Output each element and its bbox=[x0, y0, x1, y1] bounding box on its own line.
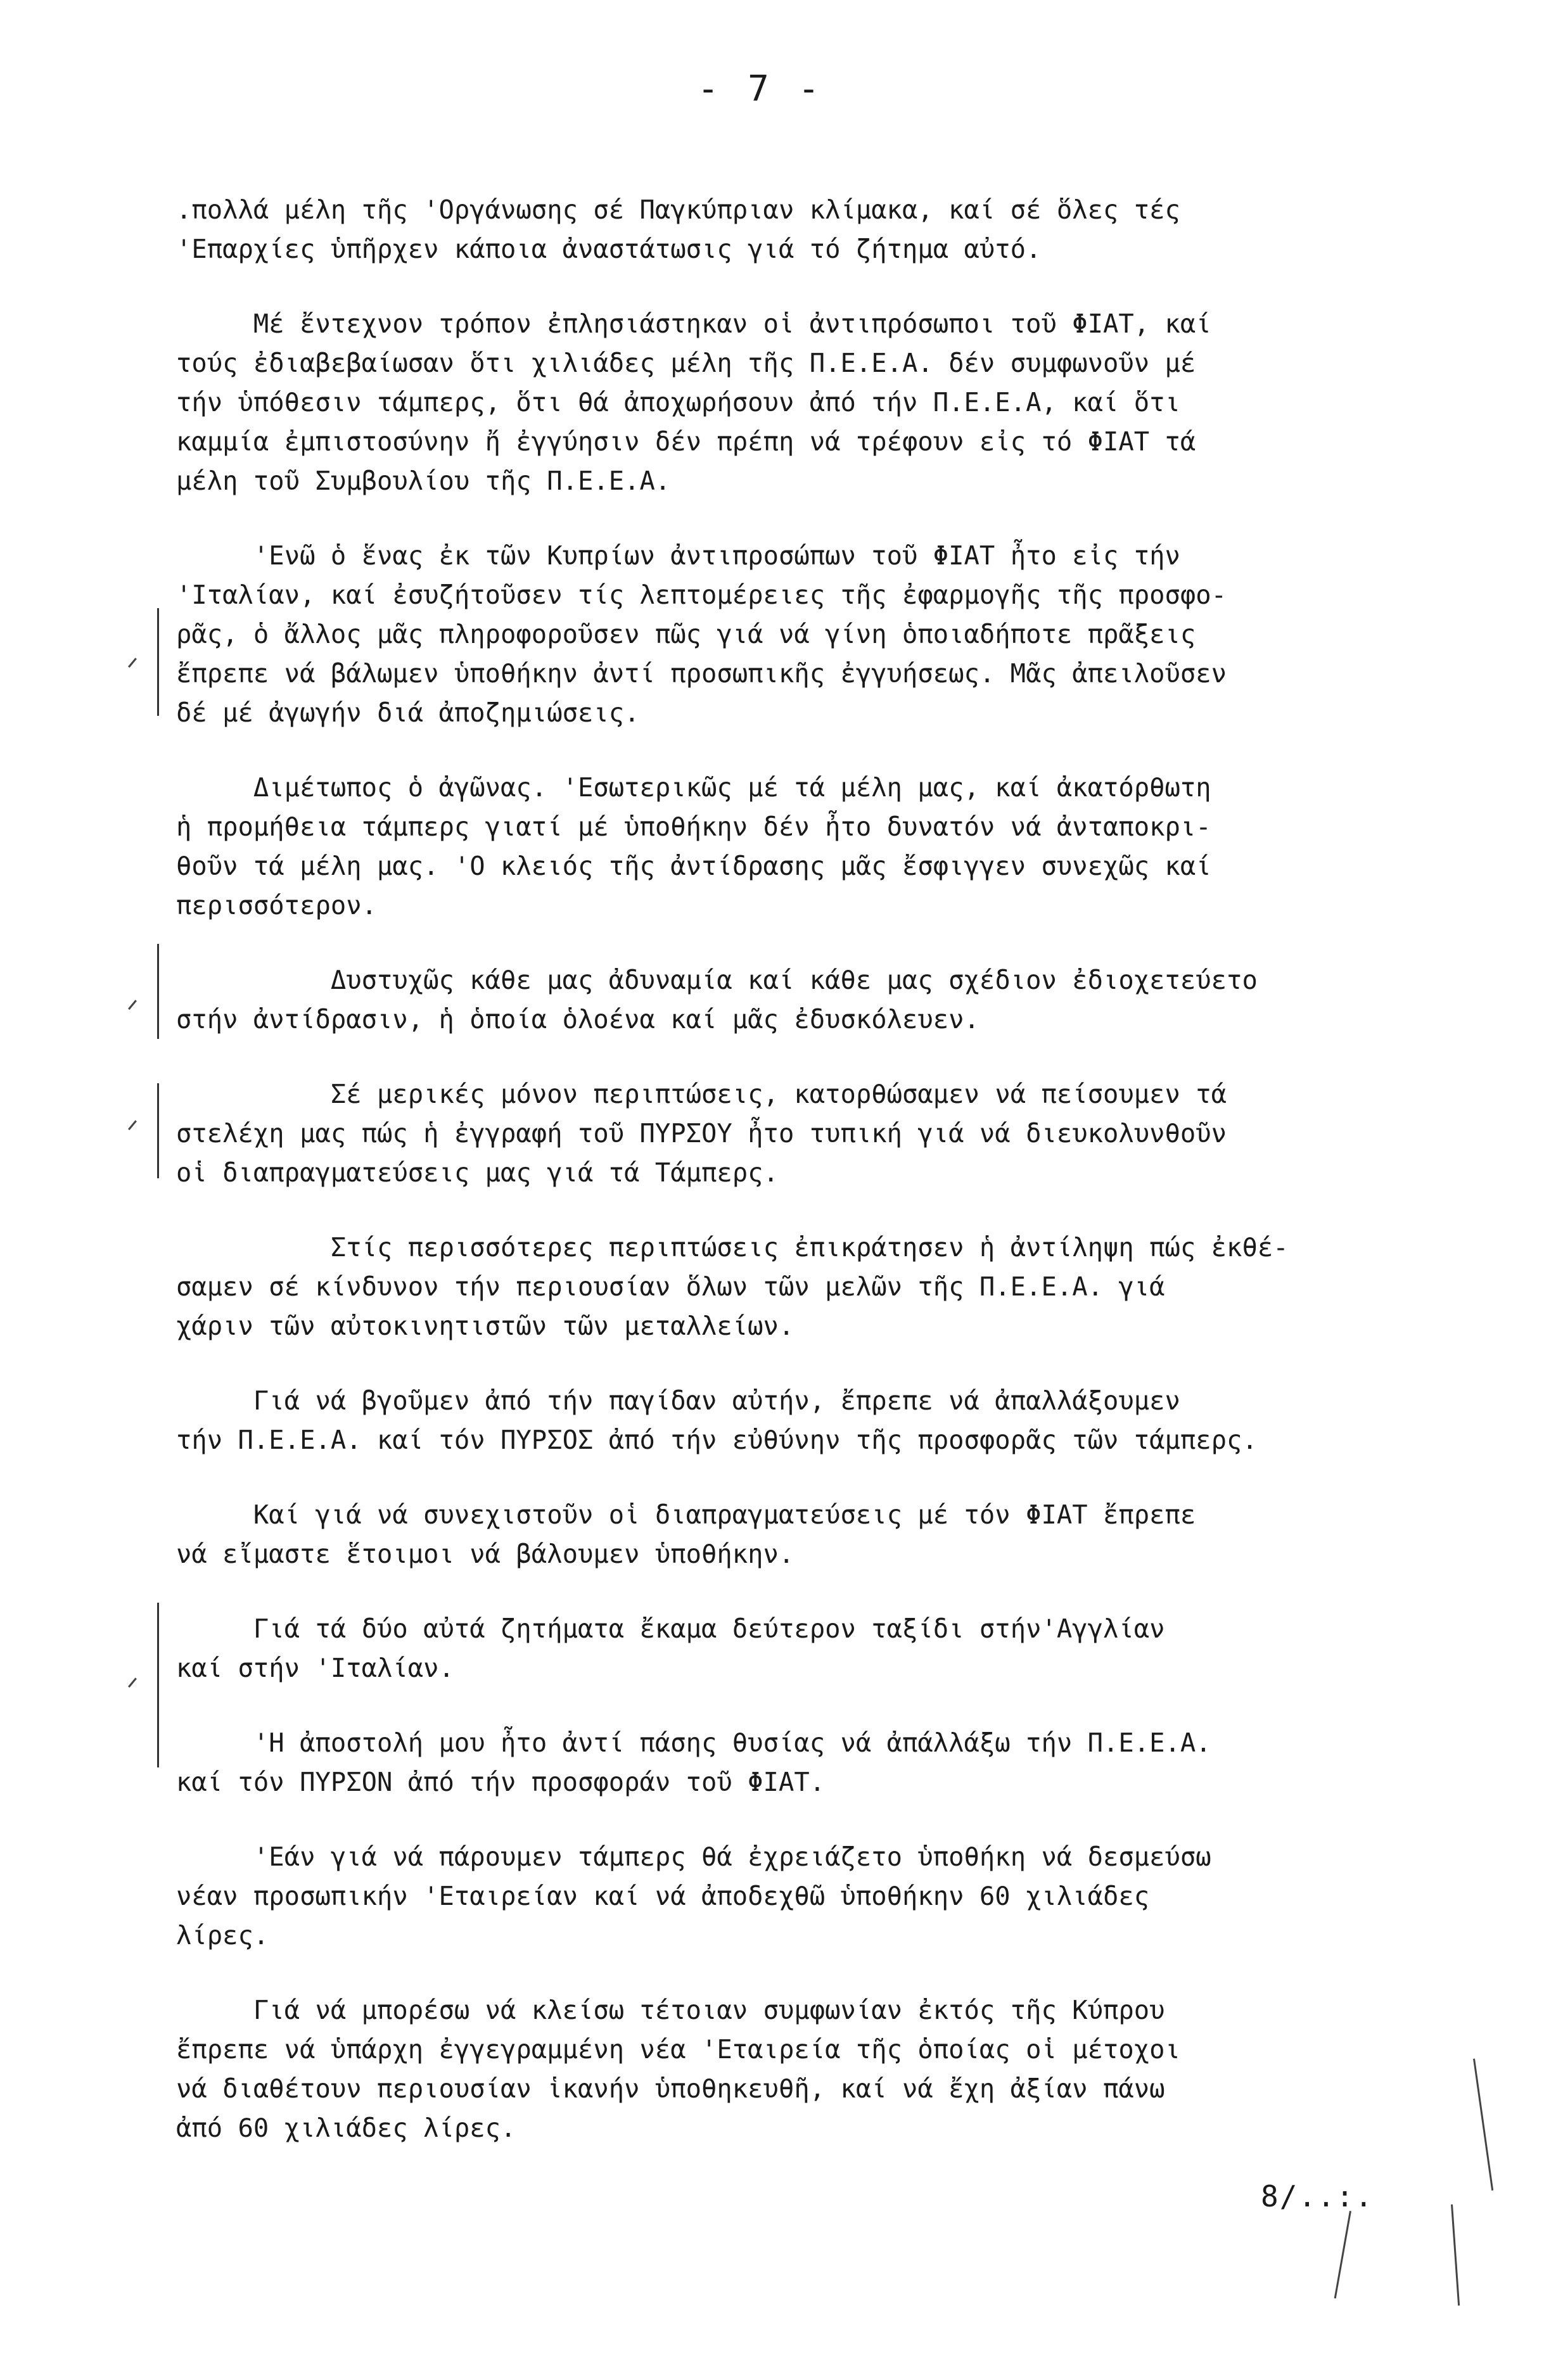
paragraph-6: Σέ μερικές μόνον περιπτώσεις, κατορθώσαμεν νά πείσουμεν τά στελέχη μας πώς ἡ ἐγγραφή τοῦ ΠΥΡΣΟΥ ἦτο τυπική γιά νά διευκολυνθοῦν οἱ διαπραγματεύσεις μας γιά τά Τάμπερς. bbox=[176, 1079, 1227, 1188]
margin-bracket-3 bbox=[157, 1083, 159, 1178]
paragraph-8: Γιά νά βγοῦμεν ἀπό τήν παγίδαν αὐτήν, ἔπρεπε νά ἀπαλλάξουμεν τήν Π.Ε.Ε.Α. καί τόν ΠΥΡΣΟΣ ἀπό τήν εὐθύνην τῆς προσφορᾶς τῶν τάμπερς. bbox=[176, 1385, 1258, 1455]
margin-tick-2: ᐟ bbox=[127, 995, 139, 1027]
margin-tick-1: ᐟ bbox=[127, 652, 139, 685]
continuation-marker: 8/..:. bbox=[1261, 2179, 1374, 2213]
paragraph-9: Καί γιά νά συνεχιστοῦν οἱ διαπραγματεύσεις μέ τόν ΦΙΑΤ ἔπρεπε νά εἴμαστε ἕτοιμοι νά βάλουμεν ὑποθήκην. bbox=[176, 1499, 1196, 1569]
paragraph-3: 'Ενῶ ὁ ἕνας ἐκ τῶν Κυπρίων ἀντιπροσώπων τοῦ ΦΙΑΤ ἦτο εἰς τήν 'Ιταλίαν, καί ἐσυζήτοῦσεν τίς λεπτομέρειες τῆς ἐφαρμογῆς τῆς προσφο- ρᾶς, ὁ ἄλλος μᾶς πληροφοροῦσεν πῶς γιά νά γίνη ὁποιαδήποτε πρᾶξεις ἔπρεπε νά βάλωμεν ὑποθήκην ἀντί προσωπικῆς ἐγγυήσεως. Μᾶς ἀπειλοῦσεν δέ μέ ἀγωγήν διά ἀποζημιώσεις. bbox=[176, 540, 1227, 728]
margin-bracket-4 bbox=[157, 1603, 159, 1767]
paragraph-5: Δυστυχῶς κάθε μας ἀδυναμία καί κάθε μας σχέδιον ἐδιοχετεύετο στήν ἀντίδρασιν, ἡ ὁποία ὁλοένα καί μᾶς ἐδυσκόλευεν. bbox=[176, 965, 1258, 1034]
paragraph-13: Γιά νά μπορέσω νά κλείσω τέτοιαν συμφωνίαν ἐκτός τῆς Κύπρου ἔπρεπε νά ὑπάρχη ἐγγεγραμμένη νέα 'Εταιρεία τῆς ὁποίας οἱ μέτοχοι νά διαθέτουν περιουσίαν ἱκανήν ὑποθηκευθῆ, καί νά ἔχη ἀξίαν πάνω ἀπό 60 χιλιάδες λίρες. bbox=[176, 1995, 1180, 2143]
document-body bbox=[176, 190, 1494, 2183]
margin-bracket-1 bbox=[157, 608, 159, 716]
right-margin-scribble-2 bbox=[1334, 2211, 1351, 2298]
page-number: - 7 - bbox=[697, 68, 824, 110]
paragraph-11: 'Η ἀποστολή μου ἦτο ἀντί πάσης θυσίας νά ἀπάλλάξω τήν Π.Ε.Ε.Α. καί τόν ΠΥΡΣΟΝ ἀπό τήν προσφοράν τοῦ ΦΙΑΤ. bbox=[176, 1728, 1211, 1797]
margin-tick-3: ᐟ bbox=[127, 1115, 139, 1147]
paragraph-4: Διμέτωπος ὁ ἀγῶνας. 'Εσωτερικῶς μέ τά μέλη μας, καί ἀκατόρθωτη ἡ προμήθεια τάμπερς γιατί μέ ὑποθήκην δέν ἦτο δυνατόν νά ἀνταποκρι- θοῦν τά μέλη μας. 'Ο κλειός τῆς ἀντίδρασης μᾶς ἔσφιγγεν συνεχῶς καί περισσότερον. bbox=[176, 772, 1211, 920]
paragraph-2: Μέ ἔντεχνον τρόπον ἐπλησιάστηκαν οἱ ἀντιπρόσωποι τοῦ ΦΙΑΤ, καί τούς ἐδιαβεβαίωσαν ὅτι χιλιάδες μέλη τῆς Π.Ε.Ε.Α. δέν συμφωνοῦν μέ τήν ὑπόθεσιν τάμπερς, ὅτι θά ἀποχωρήσουν ἀπό τήν Π.Ε.Ε.Α, καί ὅτι καμμία ἐμπιστοσύνην ἤ ἐγγύησιν δέν πρέπη νά τρέφουν εἰς τό ΦΙΑΤ τά μέλη τοῦ Συμβουλίου τῆς Π.Ε.Ε.Α. bbox=[176, 309, 1211, 496]
paragraph-7: Στίς περισσότερες περιπτώσεις ἐπικράτησεν ἡ ἀντίληψη πώς ἐκθέ- σαμεν σέ κίνδυνον τήν περιουσίαν ὅλων τῶν μελῶν τῆς Π.Ε.Ε.Α. γιά χάριν τῶν αὐτοκινητιστῶν τῶν μεταλλείων. bbox=[176, 1232, 1289, 1341]
margin-tick-4: ᐟ bbox=[127, 1672, 139, 1705]
paragraph-1: .πολλά μέλη τῆς 'Οργάνωσης σέ Παγκύπριαν κλίμακα, καί σέ ὅλες τές 'Επαρχίες ὑπῆρχεν κάποια ἀναστάτωσις γιά τό ζήτημα αὐτό. bbox=[176, 194, 1180, 264]
right-margin-scribble-3 bbox=[1451, 2205, 1460, 2306]
paragraph-12: 'Εάν γιά νά πάρουμεν τάμπερς θά ἐχρειάζετο ὑποθήκη νά δεσμεύσω νέαν προσωπικήν 'Εταιρείαν καί νά ἀποδεχθῶ ὑποθήκην 60 χιλιάδες λίρες. bbox=[176, 1842, 1211, 1950]
margin-bracket-2 bbox=[157, 944, 159, 1039]
paragraph-10: Γιά τά δύο αὐτά ζητήματα ἔκαμα δεύτερον ταξίδι στήν'Αγγλίαν καί στήν 'Ιταλίαν. bbox=[176, 1613, 1165, 1683]
